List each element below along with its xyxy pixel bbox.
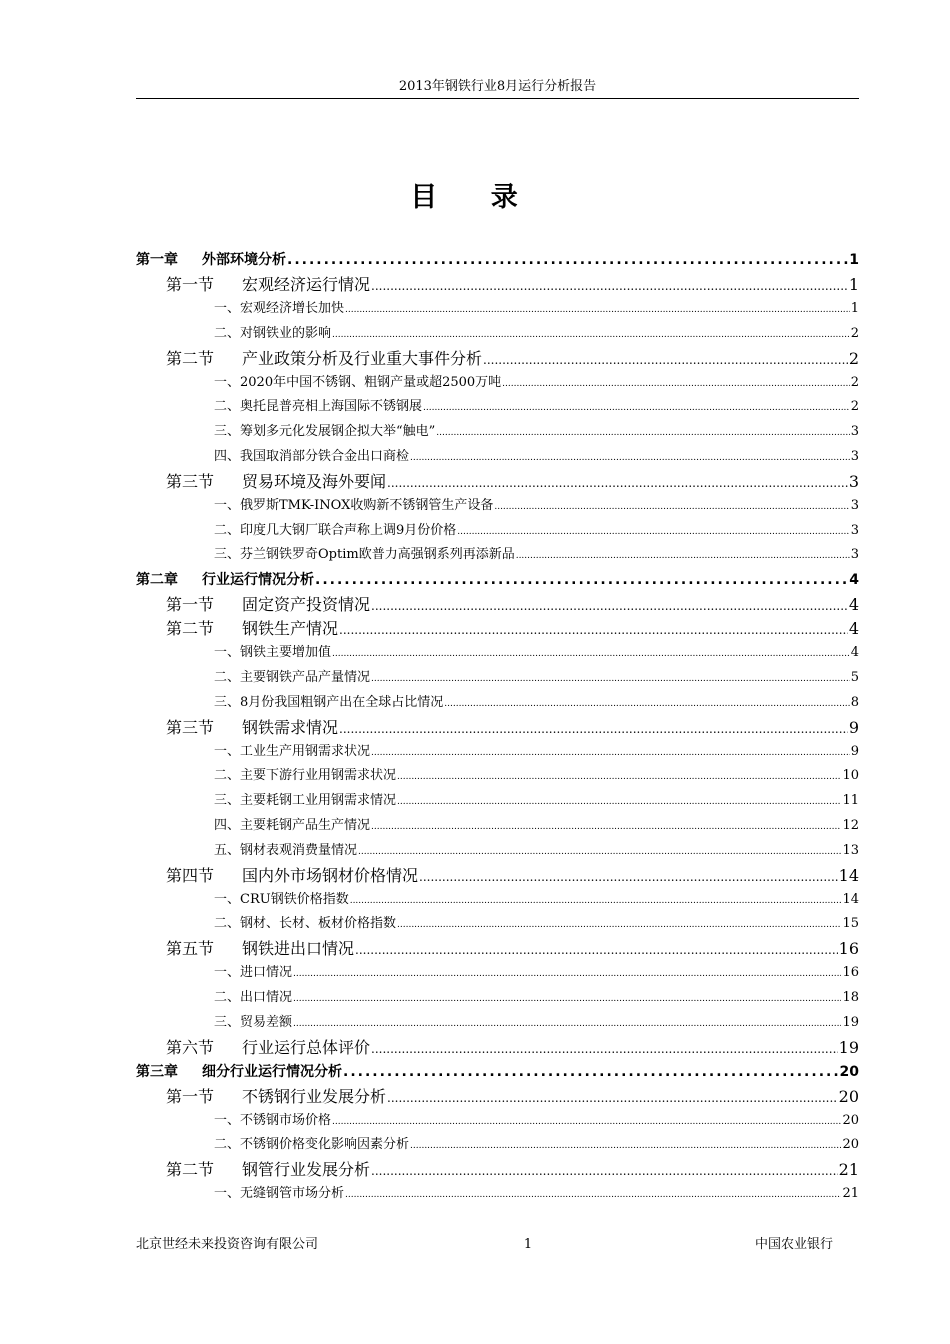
toc-page-number: 9 xyxy=(848,717,859,737)
toc-entry-text: 五、钢材表观消费量情况 xyxy=(214,842,358,858)
toc-entry-number: 第二节 xyxy=(166,348,215,368)
toc-entry-text: 一、工业生产用钢需求状况 xyxy=(214,743,371,759)
toc-entry-label xyxy=(214,789,396,814)
toc-section-entry[interactable] xyxy=(136,1085,859,1109)
toc-dot-leader xyxy=(371,594,848,618)
toc-page-number: 20 xyxy=(839,1063,859,1080)
toc-entry-label xyxy=(166,593,370,617)
toc-entry-label xyxy=(214,961,292,986)
toc-entry-number: 第四节 xyxy=(166,865,215,885)
toc-page-number: 20 xyxy=(842,1112,859,1128)
toc-section-entry[interactable] xyxy=(136,1036,859,1060)
toc-page-number: 4 xyxy=(850,645,859,661)
toc-entry-text: 四、我国取消部分铁合金出口商检 xyxy=(214,448,410,464)
toc-entry-label xyxy=(166,1085,386,1109)
toc-dot-leader xyxy=(358,840,841,865)
toc-entry-label xyxy=(214,912,396,937)
toc-entry-label xyxy=(214,839,357,864)
toc-subsection-entry[interactable] xyxy=(136,641,859,666)
toc-dot-leader xyxy=(332,642,850,667)
toc-subsection-entry[interactable] xyxy=(136,912,859,937)
toc-dot-leader xyxy=(343,1060,839,1085)
footer-bank: 中国农业银行 xyxy=(755,1237,834,1252)
toc-page-number: 16 xyxy=(842,965,859,981)
toc-page-number: 4 xyxy=(848,619,859,639)
toc-entry-text: 外部环境分析 xyxy=(202,252,286,268)
toc-entry-text: 钢管行业发展分析 xyxy=(242,1160,371,1180)
toc-entry-label xyxy=(214,641,331,666)
toc-page-number: 9 xyxy=(850,743,859,759)
toc-entry-label xyxy=(214,1133,409,1158)
toc-entry-label xyxy=(166,864,418,888)
toc-entry-text: 二、出口情况 xyxy=(214,989,293,1005)
toc-page-number: 3 xyxy=(850,448,859,464)
toc-entry-label xyxy=(214,666,370,691)
toc-page-number: 20 xyxy=(838,1086,859,1106)
toc-dot-leader xyxy=(371,274,848,298)
toc-dot-leader xyxy=(332,323,850,348)
toc-page-number: 20 xyxy=(842,1137,859,1153)
toc-dot-leader xyxy=(339,717,848,741)
toc-page-number: 2 xyxy=(850,374,859,390)
toc-subsection-entry[interactable] xyxy=(136,666,859,691)
toc-subsection-entry[interactable] xyxy=(136,764,859,789)
toc-entry-number: 第五节 xyxy=(166,939,215,959)
toc-entry-label xyxy=(214,297,344,322)
toc-entry-text: 行业运行情况分析 xyxy=(202,572,314,589)
toc-entry-label xyxy=(136,1060,342,1085)
toc-dot-leader xyxy=(457,520,849,545)
toc-entry-label xyxy=(214,519,456,544)
toc-subsection-entry[interactable] xyxy=(136,986,859,1011)
toc-entry-text: 一、CRU钢铁价格指数 xyxy=(214,891,349,907)
toc-entry-text: 二、钢材、长材、板材价格指数 xyxy=(214,916,397,932)
toc-entry-text: 国内外市场钢材价格情况 xyxy=(242,865,419,885)
toc-entry-text: 一、不锈钢市场价格 xyxy=(214,1112,332,1128)
toc-entry-label xyxy=(214,395,422,420)
toc-entry-label xyxy=(214,1182,344,1207)
toc-entry-label xyxy=(214,1109,331,1134)
toc-page-number: 18 xyxy=(842,989,859,1005)
toc-section-entry[interactable] xyxy=(136,1158,859,1182)
toc-entry-text: 钢铁需求情况 xyxy=(242,717,339,737)
toc-subsection-entry[interactable] xyxy=(136,543,859,568)
toc-page-number: 2 xyxy=(850,399,859,415)
toc-subsection-entry[interactable] xyxy=(136,371,859,396)
toc-subsection-entry[interactable] xyxy=(136,691,859,716)
toc-section-entry[interactable] xyxy=(136,864,859,888)
toc-entry-number: 第六节 xyxy=(166,1037,215,1057)
toc-entry-number: 第二节 xyxy=(166,619,215,639)
toc-page-number: 1 xyxy=(849,252,859,268)
toc-section-entry[interactable] xyxy=(136,470,859,494)
toc-page-number: 2 xyxy=(848,348,859,368)
toc-entry-label xyxy=(214,1011,292,1036)
toc-page-number: 21 xyxy=(842,1186,859,1202)
toc-subsection-entry[interactable] xyxy=(136,445,859,470)
toc-entry-number: 第三节 xyxy=(166,717,215,737)
toc-dot-leader xyxy=(397,913,841,938)
toc-page-number: 11 xyxy=(842,793,859,809)
toc-dot-leader xyxy=(444,692,849,717)
toc-entry-text: 三、主要耗钢工业用钢需求情况 xyxy=(214,793,397,809)
toc-entry-label xyxy=(136,568,314,593)
toc-page-number: 1 xyxy=(850,301,859,316)
toc-page-number: 3 xyxy=(850,522,859,538)
toc-dot-leader xyxy=(355,938,838,962)
toc-entry-label xyxy=(166,716,338,740)
toc-entry-text: 固定资产投资情况 xyxy=(242,595,371,615)
toc-dot-leader xyxy=(345,1183,841,1208)
toc-entry-text: 二、主要下游行业用钢需求状况 xyxy=(214,768,397,784)
toc-section-entry[interactable] xyxy=(136,937,859,961)
table-of-contents xyxy=(136,248,859,1207)
toc-entry-number: 第三章 xyxy=(136,1063,178,1080)
toc-entry-label xyxy=(214,764,396,789)
toc-page-number: 14 xyxy=(838,865,859,885)
toc-entry-text: 二、不锈钢价格变化影响因素分析 xyxy=(214,1137,410,1153)
footer-company: 北京世经未来投资咨询有限公司 xyxy=(136,1237,319,1252)
toc-dot-leader xyxy=(423,396,850,421)
toc-page-number: 15 xyxy=(842,916,859,932)
toc-dot-leader xyxy=(350,889,842,914)
toc-section-entry[interactable] xyxy=(136,716,859,740)
toc-entry-label xyxy=(166,470,386,494)
toc-entry-text: 二、印度几大钢厂联合声称上调9月份价格 xyxy=(214,522,457,538)
toc-entry-text: 一、进口情况 xyxy=(214,965,293,981)
toc-entry-label xyxy=(166,1158,370,1182)
header-rule xyxy=(136,98,859,99)
toc-subsection-entry[interactable] xyxy=(136,814,859,839)
toc-entry-text: 一、无缝钢管市场分析 xyxy=(214,1186,345,1202)
toc-entry-label xyxy=(166,617,338,641)
toc-entry-label xyxy=(166,937,354,961)
toc-entry-text: 钢铁进出口情况 xyxy=(242,939,355,959)
toc-entry-text: 贸易环境及海外要闻 xyxy=(242,471,387,491)
toc-entry-text: 二、奥托昆普亮相上海国际不锈钢展 xyxy=(214,399,423,415)
toc-section-entry[interactable] xyxy=(136,593,859,617)
toc-entry-text: 四、主要耗钢产品生产情况 xyxy=(214,817,371,833)
toc-subsection-entry[interactable] xyxy=(136,888,859,913)
toc-dot-leader xyxy=(315,568,848,593)
toc-dot-leader xyxy=(287,248,848,273)
toc-entry-label xyxy=(136,248,286,273)
toc-dot-leader xyxy=(502,372,850,397)
toc-page-number: 8 xyxy=(850,694,859,710)
toc-subsection-entry[interactable] xyxy=(136,297,859,322)
toc-entry-number: 第二章 xyxy=(136,572,178,589)
toc-dot-leader xyxy=(293,987,841,1012)
toc-entry-text: 一、俄罗斯TMK-INOX收购新不锈钢管生产设备 xyxy=(214,497,494,513)
toc-entry-text: 一、宏观经济增长加快 xyxy=(214,301,345,316)
toc-dot-leader xyxy=(345,298,850,323)
toc-chapter-entry[interactable] xyxy=(136,568,859,593)
toc-entry-text: 产业政策分析及行业重大事件分析 xyxy=(242,348,483,368)
toc-entry-text: 三、筹划多元化发展钢企拟大举“触电” xyxy=(214,424,436,440)
toc-page-number: 16 xyxy=(838,939,859,959)
toc-subsection-entry[interactable] xyxy=(136,420,859,445)
toc-dot-leader xyxy=(371,1037,838,1061)
toc-chapter-entry[interactable] xyxy=(136,1060,859,1085)
toc-page-number: 3 xyxy=(850,497,859,513)
toc-entry-label xyxy=(214,814,370,839)
toc-page-number: 19 xyxy=(842,1014,859,1030)
toc-entry-text: 一、钢铁主要增加值 xyxy=(214,645,332,661)
toc-entry-label xyxy=(214,986,292,1011)
toc-page-number: 4 xyxy=(849,572,859,589)
toc-page-number: 19 xyxy=(838,1037,859,1057)
toc-entry-label xyxy=(214,494,493,519)
toc-dot-leader xyxy=(436,421,849,446)
toc-chapter-entry[interactable] xyxy=(136,248,859,273)
toc-subsection-entry[interactable] xyxy=(136,1133,859,1158)
toc-entry-text: 一、2020年中国不锈钢、粗钢产量或超2500万吨 xyxy=(214,374,502,390)
toc-entry-label xyxy=(166,273,370,297)
toc-dot-leader xyxy=(516,544,850,569)
toc-subsection-entry[interactable] xyxy=(136,1182,859,1207)
toc-dot-leader xyxy=(387,471,848,495)
toc-title: 目 录 xyxy=(410,182,540,213)
toc-page-number: 10 xyxy=(842,768,859,784)
toc-entry-text: 三、8月份我国粗钢产出在全球占比情况 xyxy=(214,694,444,710)
toc-dot-leader xyxy=(332,1110,841,1135)
toc-page-number: 2 xyxy=(850,325,859,341)
toc-page-number: 1 xyxy=(848,275,859,294)
toc-entry-label xyxy=(214,322,331,347)
toc-subsection-entry[interactable] xyxy=(136,1109,859,1134)
toc-entry-text: 宏观经济运行情况 xyxy=(242,275,371,294)
page-header: 2013年钢铁行业8月运行分析报告 xyxy=(398,79,597,94)
toc-subsection-entry[interactable] xyxy=(136,395,859,420)
toc-subsection-entry[interactable] xyxy=(136,839,859,864)
toc-entry-text: 三、芬兰钢铁罗奇Optim欧普力高强钢系列再添新品 xyxy=(214,547,515,563)
toc-subsection-entry[interactable] xyxy=(136,1011,859,1036)
toc-dot-leader xyxy=(397,765,841,790)
toc-dot-leader xyxy=(371,815,841,840)
toc-entry-label xyxy=(214,740,370,765)
toc-entry-text: 钢铁生产情况 xyxy=(242,619,339,639)
toc-entry-text: 三、贸易差额 xyxy=(214,1014,293,1030)
toc-dot-leader xyxy=(397,790,841,815)
toc-subsection-entry[interactable] xyxy=(136,789,859,814)
toc-page-number: 3 xyxy=(848,471,859,491)
toc-subsection-entry[interactable] xyxy=(136,494,859,519)
toc-entry-number: 第三节 xyxy=(166,471,215,491)
toc-entry-label xyxy=(166,1036,370,1060)
toc-entry-number: 第一节 xyxy=(166,275,215,294)
toc-entry-text: 二、主要钢铁产品产量情况 xyxy=(214,669,371,685)
toc-subsection-entry[interactable] xyxy=(136,961,859,986)
toc-entry-number: 第一节 xyxy=(166,595,215,615)
toc-dot-leader xyxy=(410,446,850,471)
toc-dot-leader xyxy=(494,495,849,520)
toc-dot-leader xyxy=(293,1012,841,1037)
toc-entry-label xyxy=(214,888,349,913)
toc-dot-leader xyxy=(293,962,841,987)
toc-subsection-entry[interactable] xyxy=(136,740,859,765)
toc-entry-text: 细分行业运行情况分析 xyxy=(202,1063,342,1080)
toc-dot-leader xyxy=(339,618,848,642)
toc-page-number: 5 xyxy=(850,669,859,685)
toc-dot-leader xyxy=(483,348,848,372)
toc-subsection-entry[interactable] xyxy=(136,322,859,347)
toc-entry-text: 二、对钢铁业的影响 xyxy=(214,325,332,341)
toc-entry-number: 第一章 xyxy=(136,252,178,268)
toc-entry-label xyxy=(214,371,501,396)
toc-entry-label xyxy=(214,691,443,716)
toc-page-number: 13 xyxy=(842,842,859,858)
toc-entry-number: 第二节 xyxy=(166,1160,215,1180)
toc-page-number: 3 xyxy=(850,424,859,440)
toc-section-entry[interactable] xyxy=(136,347,859,371)
toc-page-number: 12 xyxy=(842,817,859,833)
footer-page-number: 1 xyxy=(523,1237,533,1252)
toc-page-number: 3 xyxy=(850,547,859,563)
toc-entry-label xyxy=(166,347,482,371)
toc-dot-leader xyxy=(387,1086,838,1110)
toc-entry-text: 行业运行总体评价 xyxy=(242,1037,371,1057)
toc-entry-label xyxy=(214,420,435,445)
toc-dot-leader xyxy=(410,1134,841,1159)
toc-section-entry[interactable] xyxy=(136,617,859,641)
toc-subsection-entry[interactable] xyxy=(136,519,859,544)
toc-entry-text: 不锈钢行业发展分析 xyxy=(242,1086,387,1106)
toc-dot-leader xyxy=(371,667,850,692)
toc-page-number: 4 xyxy=(848,595,859,615)
toc-section-entry[interactable] xyxy=(136,273,859,297)
toc-dot-leader xyxy=(371,1159,838,1183)
toc-entry-label xyxy=(214,445,409,470)
toc-dot-leader xyxy=(419,865,838,889)
toc-entry-label xyxy=(214,543,515,568)
toc-page-number: 21 xyxy=(838,1160,859,1180)
toc-page-number: 14 xyxy=(842,891,859,907)
toc-dot-leader xyxy=(371,741,850,766)
toc-entry-number: 第一节 xyxy=(166,1086,215,1106)
